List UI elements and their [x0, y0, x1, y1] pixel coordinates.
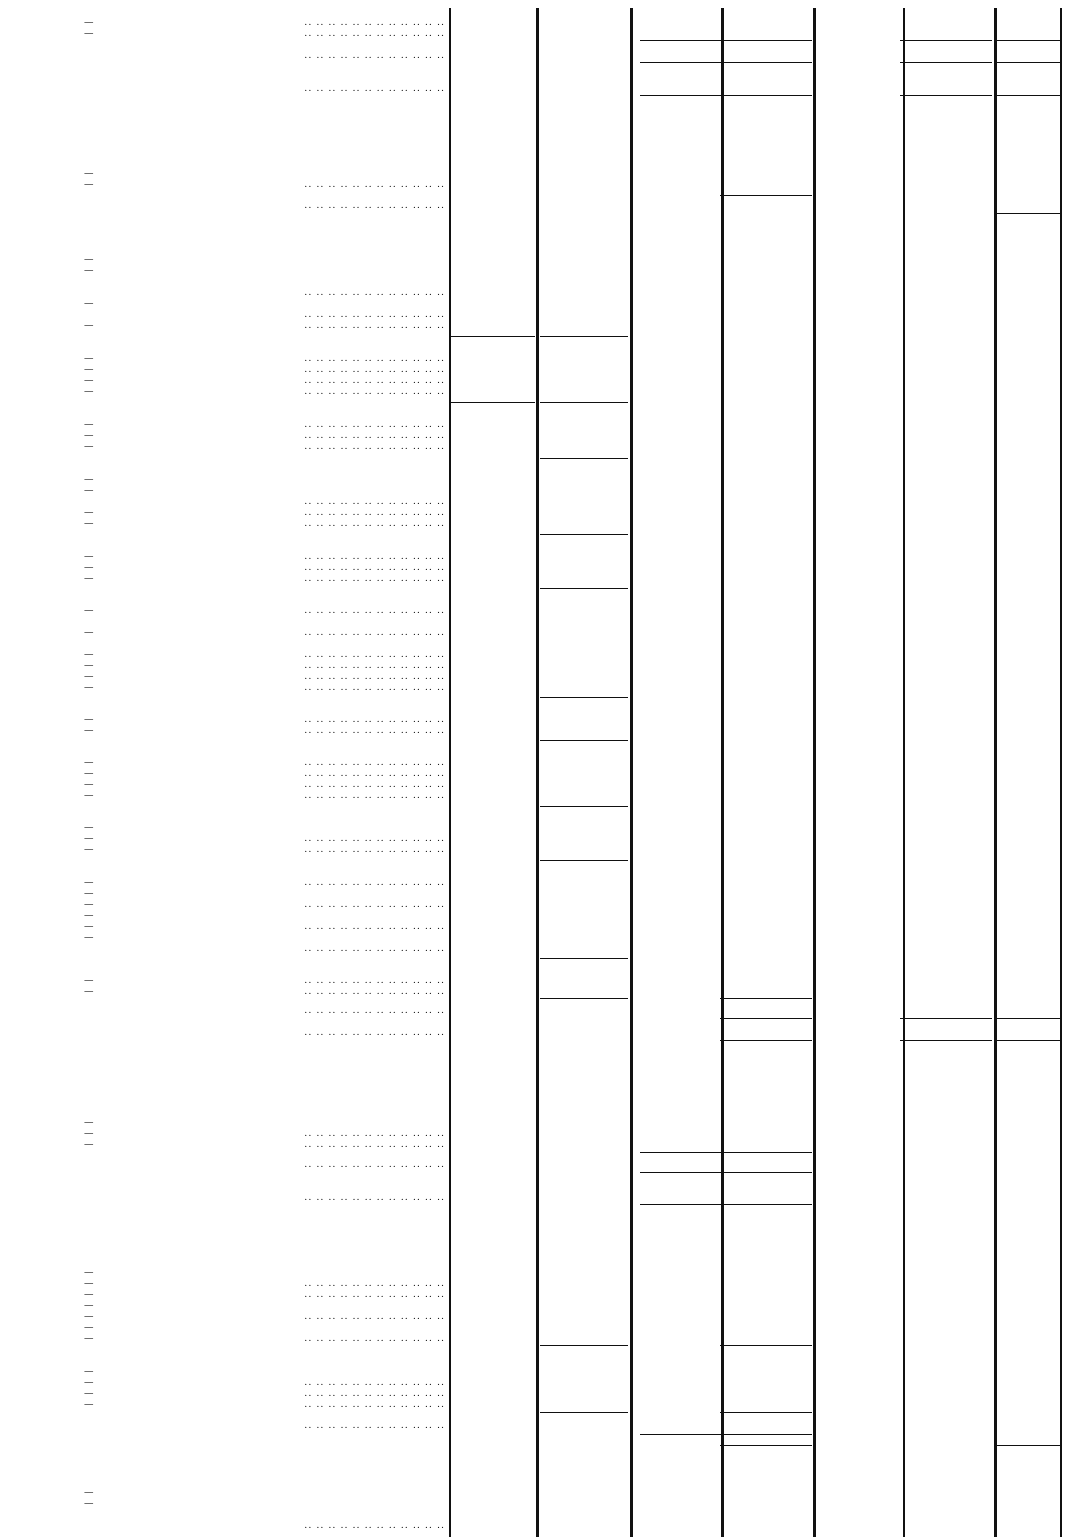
table-row [0, 1399, 1074, 1410]
table-row [0, 1289, 1074, 1300]
item-dash: — [84, 844, 94, 855]
table-row [0, 1420, 1074, 1431]
dot-leader: .. .. .. .. .. .. .. .. .. .. .. .. [304, 1027, 445, 1038]
item-dash: — [84, 649, 94, 660]
dot-leader: .. .. .. .. .. .. .. .. .. .. .. .. [304, 660, 445, 671]
item-dash: — [84, 1498, 94, 1509]
table-row [0, 496, 1074, 507]
item-dash: — [84, 419, 94, 430]
item-dash: — [84, 779, 94, 790]
total-rule [540, 1345, 628, 1346]
table-row [0, 353, 1074, 364]
item-dash: — [84, 899, 94, 910]
table-row [0, 605, 1074, 616]
item-dash: — [84, 168, 94, 179]
dot-leader: .. .. .. .. .. .. .. .. .. .. .. .. [304, 921, 445, 932]
total-rule [995, 213, 1060, 214]
table-row [0, 746, 1074, 757]
total-rule [900, 62, 992, 63]
item-dash: — [84, 265, 94, 276]
item-dash: — [84, 28, 94, 39]
item-dash: — [84, 375, 94, 386]
table-row [0, 50, 1074, 61]
table-row [0, 790, 1074, 801]
table-row [0, 822, 1074, 833]
total-rule [720, 1204, 812, 1205]
table-row [0, 703, 1074, 714]
dot-leader: .. .. .. .. .. .. .. .. .. .. .. .. [304, 649, 445, 660]
table-row [0, 83, 1074, 94]
table-row [0, 243, 1074, 254]
total-rule [995, 95, 1060, 96]
item-dash: — [84, 1117, 94, 1128]
item-dash: — [84, 921, 94, 932]
dot-leader: .. .. .. .. .. .. .. .. .. .. .. .. [304, 943, 445, 954]
dot-leader: .. .. .. .. .. .. .. .. .. .. .. .. [304, 627, 445, 638]
table-row [0, 408, 1074, 419]
dot-leader: .. .. .. .. .. .. .. .. .. .. .. .. [304, 375, 445, 386]
table-row [0, 1509, 1074, 1520]
table-row [0, 1487, 1074, 1498]
item-dash: — [84, 910, 94, 921]
table-row [0, 757, 1074, 768]
item-dash: — [84, 932, 94, 943]
table-row [0, 1117, 1074, 1128]
total-rule [640, 1434, 720, 1435]
table-row [0, 364, 1074, 375]
total-rule [540, 458, 628, 459]
total-rule [720, 95, 812, 96]
item-dash: — [84, 888, 94, 899]
item-dash: — [84, 725, 94, 736]
item-dash: — [84, 757, 94, 768]
table-row [0, 562, 1074, 573]
total-rule [720, 1445, 812, 1446]
total-rule [900, 1040, 992, 1041]
table-row [0, 1005, 1074, 1016]
total-rule [540, 697, 628, 698]
dot-leader: .. .. .. .. .. .. .. .. .. .. .. .. [304, 430, 445, 441]
item-dash: — [84, 790, 94, 801]
dot-leader: .. .. .. .. .. .. .. .. .. .. .. .. [304, 671, 445, 682]
table-row [0, 463, 1074, 474]
table-row [0, 342, 1074, 353]
table-row [0, 1278, 1074, 1289]
table-row [0, 276, 1074, 287]
total-rule [720, 1345, 812, 1346]
dot-leader: .. .. .. .. .. .. .. .. .. .. .. .. [304, 364, 445, 375]
table-row [0, 1061, 1074, 1072]
dot-leader: .. .. .. .. .. .. .. .. .. .. .. .. [304, 1128, 445, 1139]
total-rule [540, 1412, 628, 1413]
total-rule [720, 62, 812, 63]
total-rule [720, 1152, 812, 1153]
table-row [0, 441, 1074, 452]
table-row [0, 1181, 1074, 1192]
total-rule [540, 336, 628, 337]
table-row [0, 1476, 1074, 1487]
total-rule [720, 998, 812, 999]
item-dash: — [84, 768, 94, 779]
dot-leader: .. .. .. .. .. .. .. .. .. .. .. .. [304, 986, 445, 997]
dot-leader: .. .. .. .. .. .. .. .. .. .. .. .. [304, 386, 445, 397]
item-dash: — [84, 1267, 94, 1278]
table-row [0, 1245, 1074, 1256]
total-rule [640, 95, 720, 96]
item-dash: — [84, 986, 94, 997]
table-row [0, 157, 1074, 168]
item-dash: — [84, 1377, 94, 1388]
dot-leader: .. .. .. .. .. .. .. .. .. .. .. .. [304, 714, 445, 725]
dot-leader: .. .. .. .. .. .. .. .. .. .. .. .. [304, 1377, 445, 1388]
total-rule [540, 806, 628, 807]
table-row [0, 1214, 1074, 1225]
total-rule [900, 95, 992, 96]
item-dash: — [84, 441, 94, 452]
table-row [0, 1159, 1074, 1170]
total-rule [995, 1445, 1060, 1446]
table-row [0, 419, 1074, 430]
table-row [0, 1095, 1074, 1106]
dot-leader: .. .. .. .. .. .. .. .. .. .. .. .. [304, 353, 445, 364]
table-row [0, 768, 1074, 779]
total-rule [720, 40, 812, 41]
dot-leader: .. .. .. .. .. .. .. .. .. .. .. .. [304, 419, 445, 430]
total-rule [640, 1152, 720, 1153]
table-row [0, 430, 1074, 441]
table-row [0, 1080, 1074, 1091]
table-row [0, 1465, 1074, 1476]
dot-leader: .. .. .. .. .. .. .. .. .. .. .. .. [304, 320, 445, 331]
dot-leader: .. .. .. .. .. .. .. .. .. .. .. .. [304, 779, 445, 790]
table-row [0, 877, 1074, 888]
dot-leader: .. .. .. .. .. .. .. .. .. .. .. .. [304, 507, 445, 518]
table-row [0, 518, 1074, 529]
dot-leader: .. .. .. .. .. .. .. .. .. .. .. .. [304, 1139, 445, 1150]
table-row [0, 964, 1074, 975]
item-dash: — [84, 605, 94, 616]
table-row [0, 200, 1074, 211]
table-row [0, 627, 1074, 638]
table-row [0, 714, 1074, 725]
item-dash: — [84, 1289, 94, 1300]
table-row [0, 1498, 1074, 1509]
total-rule [450, 336, 535, 337]
dot-leader: .. .. .. .. .. .. .. .. .. .. .. .. [304, 1278, 445, 1289]
item-dash: — [84, 1311, 94, 1322]
table-row [0, 135, 1074, 146]
total-rule [640, 40, 720, 41]
total-rule [540, 958, 628, 959]
table-row [0, 1366, 1074, 1377]
item-dash: — [84, 1139, 94, 1150]
dot-leader: .. .. .. .. .. .. .. .. .. .. .. .. [304, 573, 445, 584]
dot-leader: .. .. .. .. .. .. .. .. .. .. .. .. [304, 605, 445, 616]
table-row [0, 115, 1074, 126]
item-dash: — [84, 518, 94, 529]
item-dash: — [84, 1333, 94, 1344]
item-dash: — [84, 254, 94, 265]
table-row [0, 594, 1074, 605]
dot-leader: .. .. .. .. .. .. .. .. .. .. .. .. [304, 682, 445, 693]
table-row [0, 1050, 1074, 1061]
item-dash: — [84, 660, 94, 671]
table-row [0, 682, 1074, 693]
table-row [0, 232, 1074, 243]
item-dash: — [84, 822, 94, 833]
table-row [0, 943, 1074, 954]
item-dash: — [84, 1322, 94, 1333]
total-rule [540, 860, 628, 861]
dot-leader: .. .. .. .. .. .. .. .. .. .. .. .. [304, 1399, 445, 1410]
table-row [0, 168, 1074, 179]
item-dash: — [84, 507, 94, 518]
total-rule [720, 195, 812, 196]
item-dash: — [84, 573, 94, 584]
item-dash: — [84, 551, 94, 562]
total-rule [720, 1018, 812, 1019]
table-row [0, 638, 1074, 649]
total-rule [540, 588, 628, 589]
total-rule [640, 1172, 720, 1173]
dot-leader: .. .. .. .. .. .. .. .. .. .. .. .. [304, 1333, 445, 1344]
dot-leader: .. .. .. .. .. .. .. .. .. .. .. .. [304, 1420, 445, 1431]
dot-leader: .. .. .. .. .. .. .. .. .. .. .. .. [304, 518, 445, 529]
table-row [0, 28, 1074, 39]
dot-leader: .. .. .. .. .. .. .. .. .. .. .. .. [304, 757, 445, 768]
dot-leader: .. .. .. .. .. .. .. .. .. .. .. .. [304, 1005, 445, 1016]
dot-leader: .. .. .. .. .. .. .. .. .. .. .. .. [304, 1388, 445, 1399]
item-dash: — [84, 833, 94, 844]
table-row [0, 1388, 1074, 1399]
total-rule [720, 1412, 812, 1413]
table-row [0, 888, 1074, 899]
total-rule [995, 1040, 1060, 1041]
table-row [0, 551, 1074, 562]
dot-leader: .. .. .. .. .. .. .. .. .. .. .. .. [304, 309, 445, 320]
item-dash: — [84, 1388, 94, 1399]
table-row [0, 375, 1074, 386]
dot-leader: .. .. .. .. .. .. .. .. .. .. .. .. [304, 833, 445, 844]
dot-leader: .. .. .. .. .. .. .. .. .. .. .. .. [304, 17, 445, 28]
dot-leader: .. .. .. .. .. .. .. .. .. .. .. .. [304, 562, 445, 573]
table-row [0, 254, 1074, 265]
total-rule [540, 402, 628, 403]
item-dash: — [84, 1128, 94, 1139]
table-row [0, 1106, 1074, 1117]
item-dash: — [84, 179, 94, 190]
item-dash: — [84, 562, 94, 573]
table-row [0, 386, 1074, 397]
item-dash: — [84, 1487, 94, 1498]
table-row [0, 298, 1074, 309]
dot-leader: .. .. .. .. .. .. .. .. .. .. .. .. [304, 1192, 445, 1203]
table-row [0, 899, 1074, 910]
table-row [0, 975, 1074, 986]
dot-leader: .. .. .. .. .. .. .. .. .. .. .. .. [304, 83, 445, 94]
table-row [0, 1355, 1074, 1366]
item-dash: — [84, 386, 94, 397]
total-rule [900, 1018, 992, 1019]
table-row [0, 573, 1074, 584]
dot-leader: .. .. .. .. .. .. .. .. .. .. .. .. [304, 551, 445, 562]
item-dash: — [84, 1366, 94, 1377]
table-row [0, 485, 1074, 496]
table-row [0, 72, 1074, 83]
table-row [0, 146, 1074, 157]
item-dash: — [84, 17, 94, 28]
total-rule [640, 62, 720, 63]
total-rule [450, 402, 535, 403]
dot-leader: .. .. .. .. .. .. .. .. .. .. .. .. [304, 179, 445, 190]
dot-leader: .. .. .. .. .. .. .. .. .. .. .. .. [304, 725, 445, 736]
item-dash: — [84, 877, 94, 888]
table-row [0, 507, 1074, 518]
total-rule [720, 1434, 812, 1435]
dot-leader: .. .. .. .. .. .. .. .. .. .. .. .. [304, 790, 445, 801]
table-row [0, 17, 1074, 28]
table-row [0, 910, 1074, 921]
dot-leader: .. .. .. .. .. .. .. .. .. .. .. .. [304, 768, 445, 779]
table-row [0, 779, 1074, 790]
table-row [0, 1377, 1074, 1388]
item-dash: — [84, 353, 94, 364]
item-dash: — [84, 714, 94, 725]
table-row [0, 1256, 1074, 1267]
item-dash: — [84, 364, 94, 375]
item-dash: — [84, 430, 94, 441]
total-rule [540, 534, 628, 535]
item-dash: — [84, 671, 94, 682]
item-dash: — [84, 474, 94, 485]
total-rule [540, 740, 628, 741]
table-row [0, 1027, 1074, 1038]
dot-leader: .. .. .. .. .. .. .. .. .. .. .. .. [304, 899, 445, 910]
table-row [0, 866, 1074, 877]
item-dash: — [84, 298, 94, 309]
dot-leader: .. .. .. .. .. .. .. .. .. .. .. .. [304, 877, 445, 888]
item-dash: — [84, 682, 94, 693]
table-row [0, 320, 1074, 331]
total-rule [720, 1172, 812, 1173]
table-row [0, 1300, 1074, 1311]
item-dash: — [84, 1278, 94, 1289]
table-row [0, 671, 1074, 682]
dot-leader: .. .. .. .. .. .. .. .. .. .. .. .. [304, 28, 445, 39]
dot-leader: .. .. .. .. .. .. .. .. .. .. .. .. [304, 50, 445, 61]
table-row [0, 179, 1074, 190]
table-row [0, 309, 1074, 320]
dot-leader: .. .. .. .. .. .. .. .. .. .. .. .. [304, 844, 445, 855]
dot-leader: .. .. .. .. .. .. .. .. .. .. .. .. [304, 200, 445, 211]
table-row [0, 1267, 1074, 1278]
table-row [0, 660, 1074, 671]
table-row [0, 1139, 1074, 1150]
item-dash: — [84, 1300, 94, 1311]
table-row [0, 287, 1074, 298]
total-rule [995, 40, 1060, 41]
dot-leader: .. .. .. .. .. .. .. .. .. .. .. .. [304, 1289, 445, 1300]
table-row [0, 1311, 1074, 1322]
table-row [0, 932, 1074, 943]
item-dash: — [84, 1399, 94, 1410]
dot-leader: .. .. .. .. .. .. .. .. .. .. .. .. [304, 1159, 445, 1170]
total-rule [995, 1018, 1060, 1019]
dot-leader: .. .. .. .. .. .. .. .. .. .. .. .. [304, 1520, 445, 1531]
table-row [0, 1128, 1074, 1139]
table-row [0, 540, 1074, 551]
item-dash: — [84, 485, 94, 496]
table-row [0, 844, 1074, 855]
table-row [0, 1192, 1074, 1203]
table-row [0, 1454, 1074, 1465]
table-row [0, 986, 1074, 997]
table-row [0, 811, 1074, 822]
table-row [0, 649, 1074, 660]
table-row [0, 265, 1074, 276]
dot-leader: .. .. .. .. .. .. .. .. .. .. .. .. [304, 496, 445, 507]
table-row [0, 833, 1074, 844]
table-row [0, 616, 1074, 627]
dot-leader: .. .. .. .. .. .. .. .. .. .. .. .. [304, 1311, 445, 1322]
table-row [0, 725, 1074, 736]
item-dash: — [84, 320, 94, 331]
table-row [0, 921, 1074, 932]
item-dash: — [84, 975, 94, 986]
table-row [0, 1322, 1074, 1333]
table-row [0, 1520, 1074, 1531]
table-row [0, 1234, 1074, 1245]
table-row [0, 474, 1074, 485]
total-rule [540, 998, 628, 999]
total-rule [640, 1204, 720, 1205]
total-rule [995, 62, 1060, 63]
total-rule [900, 40, 992, 41]
dot-leader: .. .. .. .. .. .. .. .. .. .. .. .. [304, 441, 445, 452]
item-dash: — [84, 627, 94, 638]
dot-leader: .. .. .. .. .. .. .. .. .. .. .. .. [304, 287, 445, 298]
dot-leader: .. .. .. .. .. .. .. .. .. .. .. .. [304, 975, 445, 986]
table-row [0, 1333, 1074, 1344]
total-rule [720, 1040, 812, 1041]
